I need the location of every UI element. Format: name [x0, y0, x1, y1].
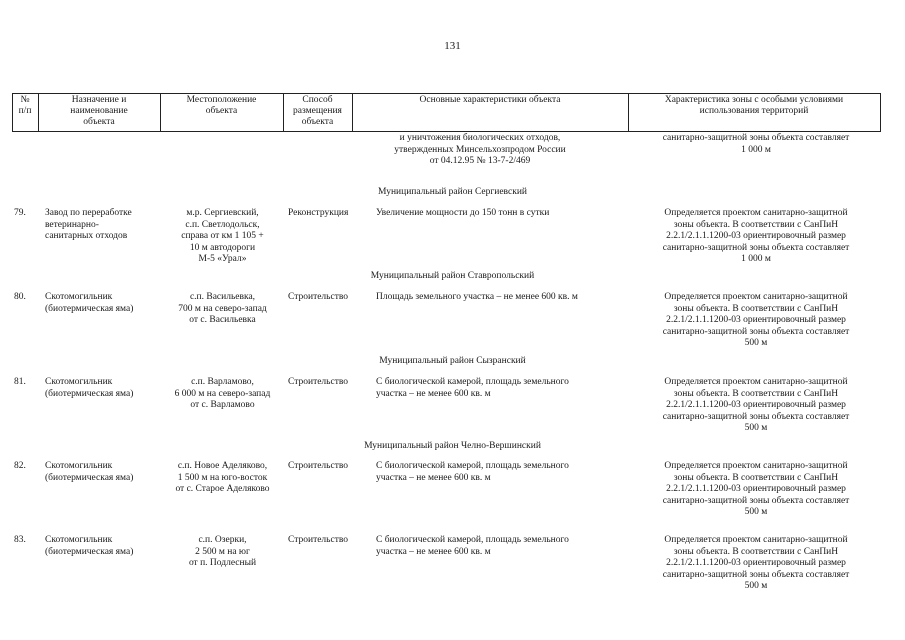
continuation-zone: санитарно-защитной зоны объекта составляет 1 000 м — [662, 133, 850, 155]
row-name: Завод по переработке ветеринарно- санитарных отходов — [45, 208, 132, 241]
row-name: Скотомогильник (биотермическая яма) — [45, 461, 134, 483]
row-method: Строительство — [288, 535, 349, 545]
column-divider — [880, 93, 881, 131]
section-title: Муниципальный район Ставропольский — [370, 271, 535, 281]
row-zone: Определяется проектом санитарно-защитной зоны объекта. В соответствии с СанПиН 2.2.1/2.1.1.1200-03 ориентировочный размер санитарно-защитной зоны объекта составляет 500 м — [662, 535, 850, 591]
row-characteristics: С биологической камерой, площадь земельного участка – не менее 600 кв. м — [376, 461, 569, 483]
continuation-characteristics: и уничтожения биологических отходов, утвержденных Минсельхозпродом России от 04.12.95 № 13-7-2/469 — [394, 133, 566, 166]
row-number: 79. — [14, 208, 26, 218]
row-characteristics: С биологической камерой, площадь земельного участка – не менее 600 кв. м — [376, 377, 569, 399]
row-location: с.п. Озерки, 2 500 м на юг от п. Подлесный — [188, 535, 257, 568]
header-bottom-border — [12, 131, 881, 132]
row-location: с.п. Варламово, 6 000 м на северо-запад от с. Варламово — [174, 377, 271, 410]
header-method: Способ размещения объекта — [293, 95, 342, 127]
header-zone: Характеристика зоны с особыми условиями использования территорий — [664, 95, 844, 116]
header-num: № п/п — [18, 95, 32, 116]
row-zone: Определяется проектом санитарно-защитной зоны объекта. В соответствии с СанПиН 2.2.1/2.1.1.1200-03 ориентировочный размер санитарно-защитной зоны объекта составляет 1 000 м — [662, 208, 850, 264]
row-name: Скотомогильник (биотермическая яма) — [45, 535, 134, 557]
row-zone: Определяется проектом санитарно-защитной зоны объекта. В соответствии с СанПиН 2.2.1/2.1.1.1200-03 ориентировочный размер санитарно-защитной зоны объекта составляет 500 м — [662, 377, 850, 433]
header-name: Назначение и наименование объекта — [70, 95, 128, 127]
row-characteristics: Площадь земельного участка – не менее 600 кв. м — [376, 292, 578, 302]
row-location: с.п. Васильевка, 700 м на северо-запад от с. Васильевка — [178, 292, 267, 325]
row-zone: Определяется проектом санитарно-защитной зоны объекта. В соответствии с СанПиН 2.2.1/2.1.1.1200-03 ориентировочный размер санитарно-защитной зоны объекта составляет 500 м — [662, 461, 850, 517]
row-method: Строительство — [288, 461, 349, 471]
row-location: м.р. Сергиевский, с.п. Светлодольск, справа от км 1 105 + 10 м автодороги М-5 «Урал» — [181, 208, 264, 264]
section-title: Муниципальный район Сызранский — [379, 356, 526, 366]
row-name: Скотомогильник (биотермическая яма) — [45, 292, 134, 314]
row-characteristics: С биологической камерой, площадь земельного участка – не менее 600 кв. м — [376, 535, 569, 557]
row-method: Реконструкция — [288, 208, 349, 218]
row-method: Строительство — [288, 292, 349, 302]
section-title: Муниципальный район Челно-Вершинский — [364, 441, 541, 451]
row-zone: Определяется проектом санитарно-защитной зоны объекта. В соответствии с СанПиН 2.2.1/2.1.1.1200-03 ориентировочный размер санитарно-защитной зоны объекта составляет 500 м — [662, 292, 850, 348]
row-location: с.п. Новое Аделяково, 1 500 м на юго-восток от с. Старое Аделяково — [175, 461, 270, 494]
row-number: 82. — [14, 461, 26, 471]
header-characteristics: Основные характеристики объекта — [419, 95, 561, 105]
header-location: Местоположение объекта — [186, 95, 257, 116]
section-title: Муниципальный район Сергиевский — [378, 187, 527, 197]
row-number: 80. — [14, 292, 26, 302]
page-number: 131 — [444, 40, 461, 52]
row-method: Строительство — [288, 377, 349, 387]
row-characteristics: Увеличение мощности до 150 тонн в сутки — [376, 208, 550, 218]
row-name: Скотомогильник (биотермическая яма) — [45, 377, 134, 399]
row-number: 83. — [14, 535, 26, 545]
header-top-border — [12, 93, 881, 94]
row-number: 81. — [14, 377, 26, 387]
